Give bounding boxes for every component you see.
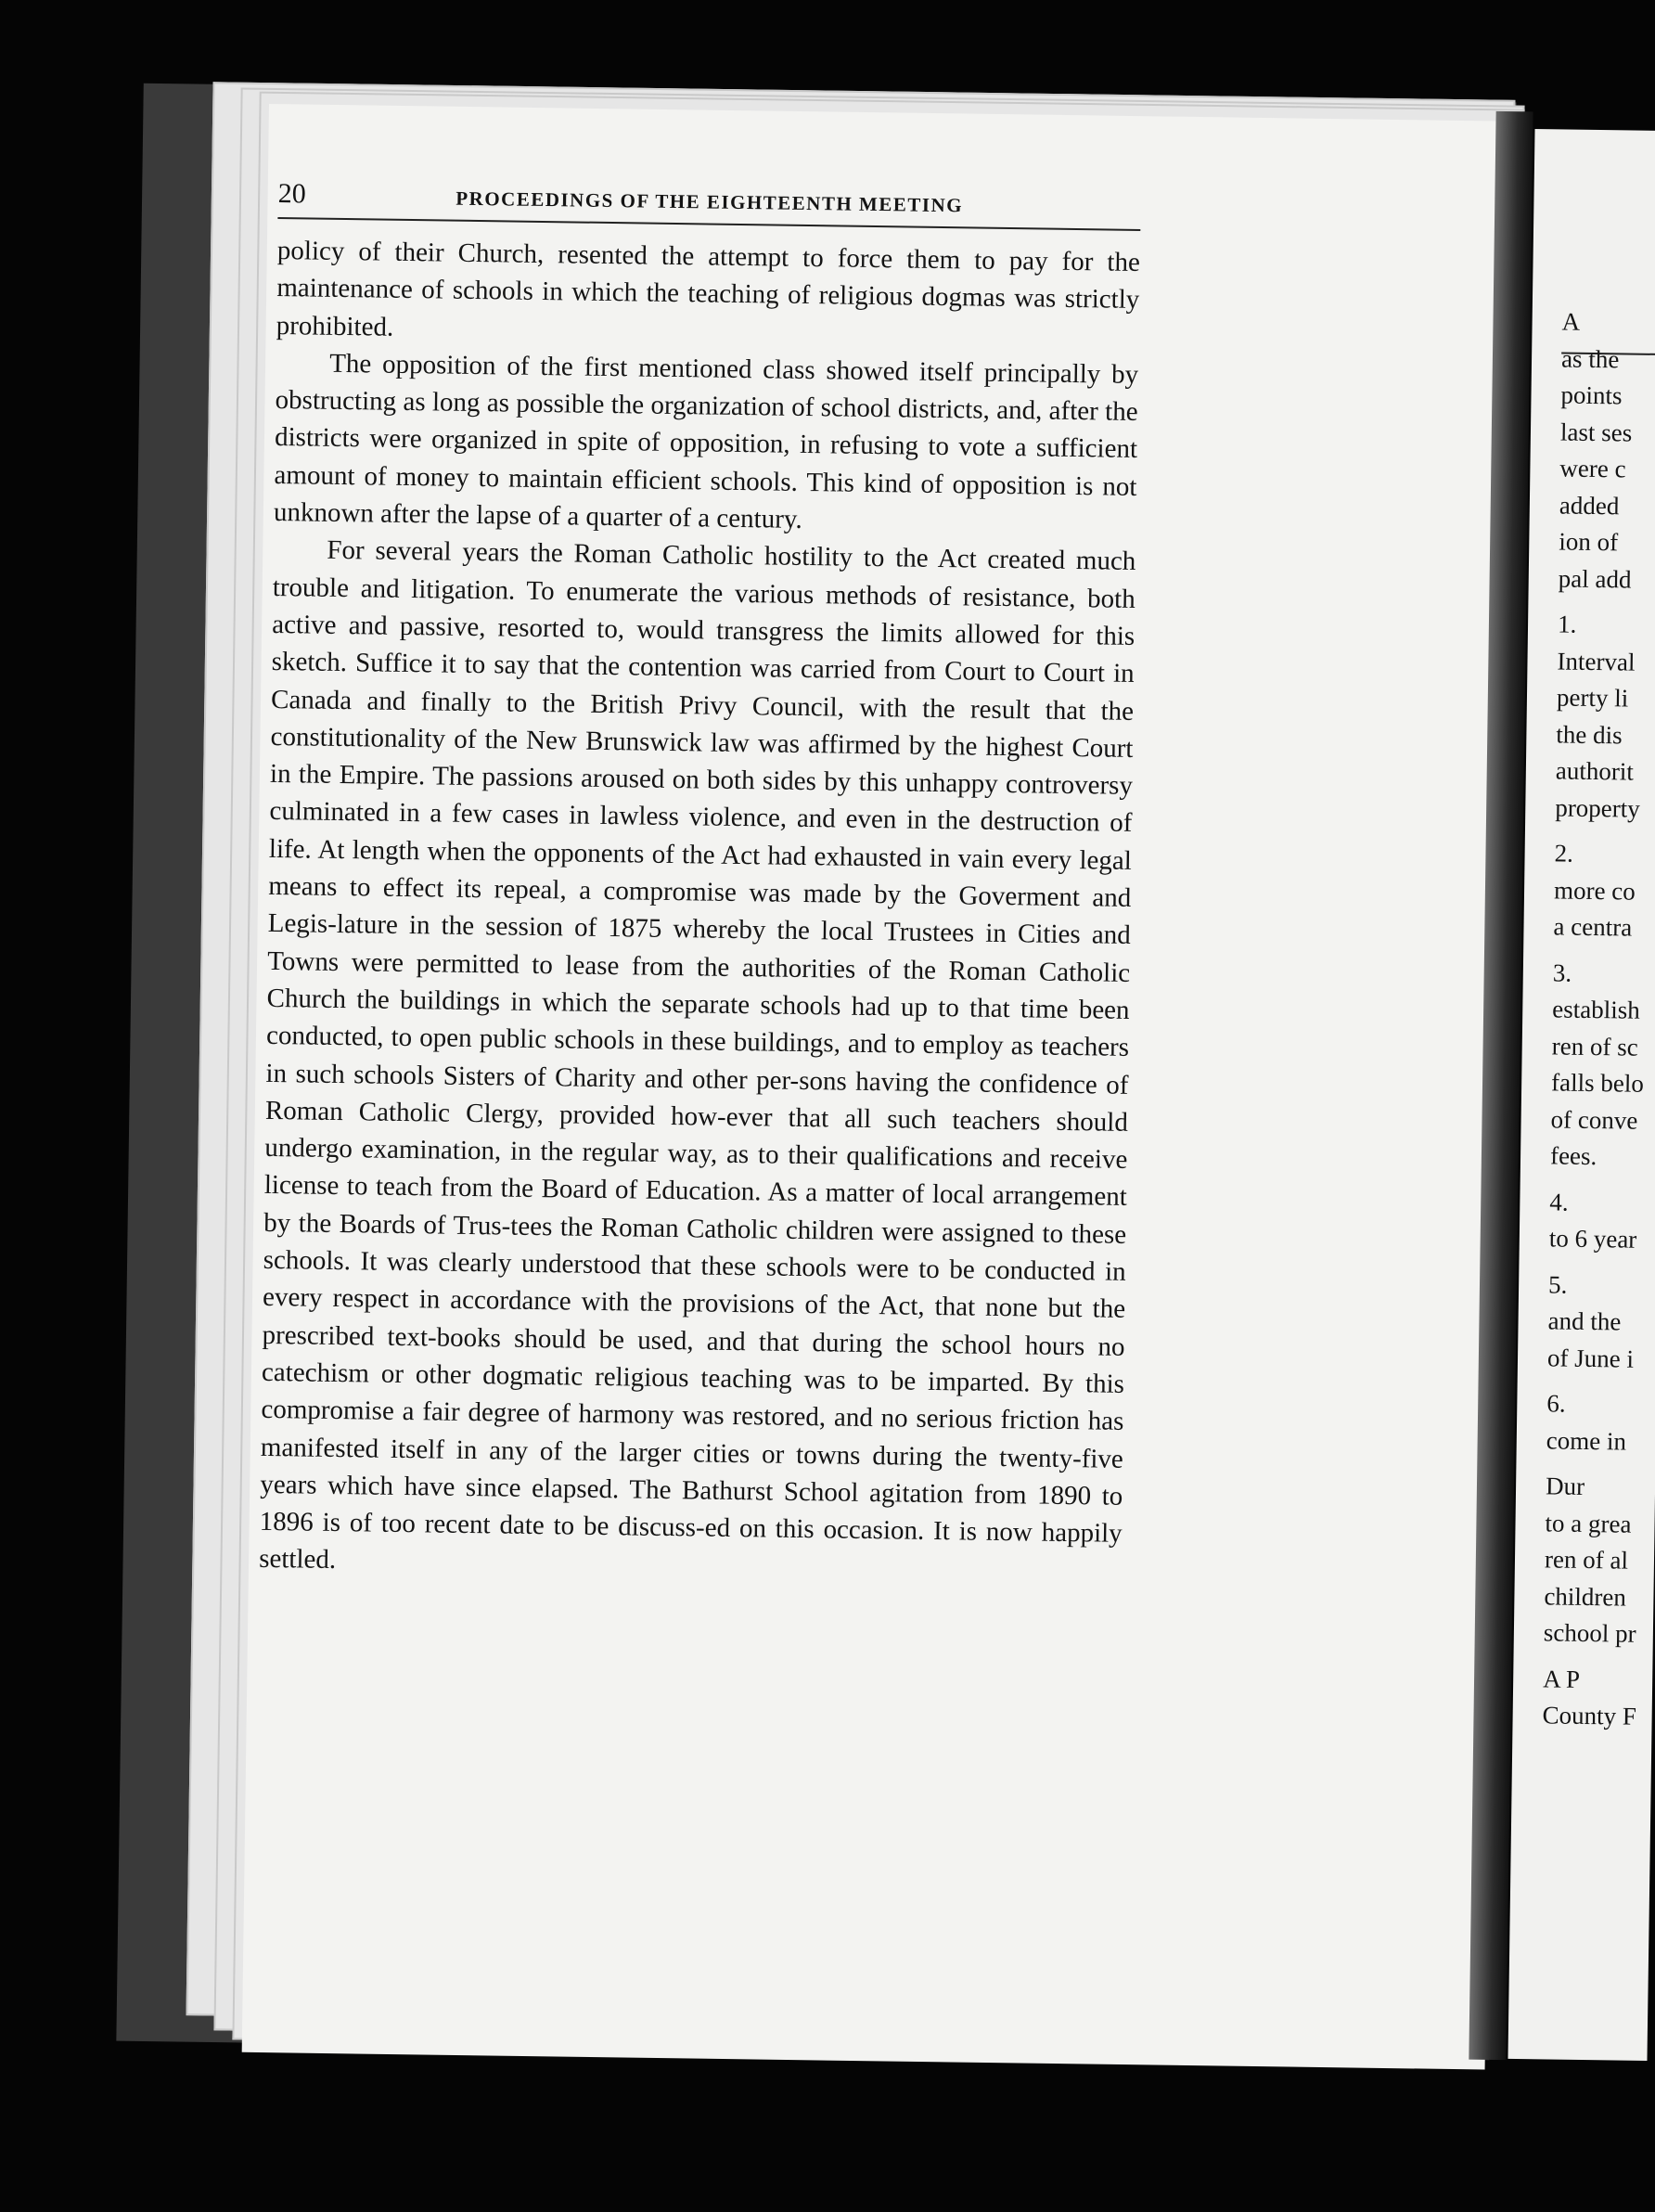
right-page-line: come in xyxy=(1546,1425,1627,1456)
right-page-line: falls belo xyxy=(1550,1068,1645,1098)
page-content xyxy=(259,178,1141,1590)
right-page-line: fees. xyxy=(1549,1141,1597,1171)
right-page-line: pal add xyxy=(1558,563,1632,594)
right-page-line: County F xyxy=(1542,1701,1637,1730)
right-page-line: as the xyxy=(1560,343,1620,373)
right-page-line: the dis xyxy=(1556,719,1623,749)
page-number: 20 xyxy=(277,178,306,210)
right-page-line: added xyxy=(1559,490,1620,520)
right-page-line: of June i xyxy=(1546,1343,1635,1373)
right-page-line: school pr xyxy=(1543,1618,1636,1648)
right-page-line: 3. xyxy=(1552,958,1572,987)
right-page-line: 4. xyxy=(1549,1187,1569,1216)
right-page-line: authorit xyxy=(1555,756,1635,786)
paragraph: The opposition of the first mentioned class showed itself principally by obstructing as long as possible the organization of school districts, and, after the districts were organized in spite of opposition, in refusing to vote a sufficient amount of money to maintain efficient schools. This kind of opposition is not unknown after the lapse of a quarter of a century. xyxy=(273,348,1139,534)
right-page-line: Dur xyxy=(1545,1472,1585,1500)
right-page-line: 1. xyxy=(1557,610,1577,638)
right-page-line: ren of sc xyxy=(1551,1031,1638,1061)
paragraph: For several years the Roman Catholic hostility to the Act created much trouble and litigation. To enumerate the various methods of resistance, both active and passive, resorted to, would transgress the limits allowed for this sketch. Suffice it to say that the contention was carried from Court to Court in Canada and finally to the British Privy Council, with the result that the constitutionality of the New Brunswick law was affirmed by the highest Court in the Empire. The passions aroused on both sides by this unhappy controversy culminated in a few cases in lawless violence, and even in the destruction of life. At length when the opponents of the Act had exhausted in vain every legal means to effect its repeal, a compromise was made by the Goverment and Legis-lature in the session of 1875 whereby the local Trustees in Cities and Towns were permitted to lease from the authorities of the Roman Catholic Church the buildings in which the separate schools had up to that time been conducted, to open public schools in these buildings, and to employ as teachers in such schools Sisters of Charity and other per-sons having the confidence of Roman Catholic Clergy, provided how-ever that all such teachers should undergo examination, in the regular way, as to their qualifications and receive license to teach from the Board of Education. As a matter of local arrangement by the Boards of Trus-tees the Roman Catholic children were assigned to these schools. It was clearly understood that these schools were to be conducted in every respect in accordance with the provisions of the Act, that none but the prescribed text-books should be used, and that during the school hours no catechism or other dogmatic religious teaching was to be imparted. By this compromise a fair degree of harmony was restored, and no serious friction has manifested itself in any of the larger cities or towns during the twenty-five years which have since elapsed. The Bathurst School agitation from 1890 to 1896 is of too recent date to be discuss-ed on this occasion. It is now happily settled. xyxy=(258,535,1136,1575)
right-page-line: to 6 year xyxy=(1548,1224,1637,1254)
right-page-line: 2. xyxy=(1554,839,1574,868)
right-page-line: perty li xyxy=(1556,683,1629,713)
right-page-line: more co xyxy=(1553,875,1636,906)
right-page-line: of conve xyxy=(1550,1104,1638,1135)
right-page-line: ion of xyxy=(1559,527,1619,557)
right-page-line: A P xyxy=(1543,1664,1581,1693)
right-page-line: Interval xyxy=(1557,646,1636,676)
right-page-line: property xyxy=(1555,792,1640,823)
right-page-line: to a grea xyxy=(1545,1508,1632,1538)
right-page-line: a centra xyxy=(1553,912,1633,942)
right-page-line: children xyxy=(1544,1581,1627,1612)
body-text xyxy=(259,232,1140,1590)
right-page-line: were c xyxy=(1559,454,1626,483)
paragraph: policy of their Church, resented the attempt to force them to pay for the maintenance of schools in which the teaching of religious dogmas was strictly prohibited. xyxy=(276,235,1141,342)
right-page-text xyxy=(1542,303,1655,1735)
running-head: PROCEEDINGS OF THE EIGHTEENTH MEETING xyxy=(455,186,964,217)
right-page-line: 5. xyxy=(1547,1269,1568,1299)
right-page-line: points xyxy=(1560,380,1623,410)
right-page-fragment xyxy=(1507,129,1655,2061)
right-page-line: 6. xyxy=(1546,1389,1566,1418)
right-page-line: ren of al xyxy=(1544,1545,1629,1575)
right-page-line: last ses xyxy=(1559,417,1633,447)
right-page-line: A xyxy=(1561,307,1581,336)
right-page-line: establish xyxy=(1552,995,1640,1024)
right-page-line: and the xyxy=(1547,1306,1622,1336)
